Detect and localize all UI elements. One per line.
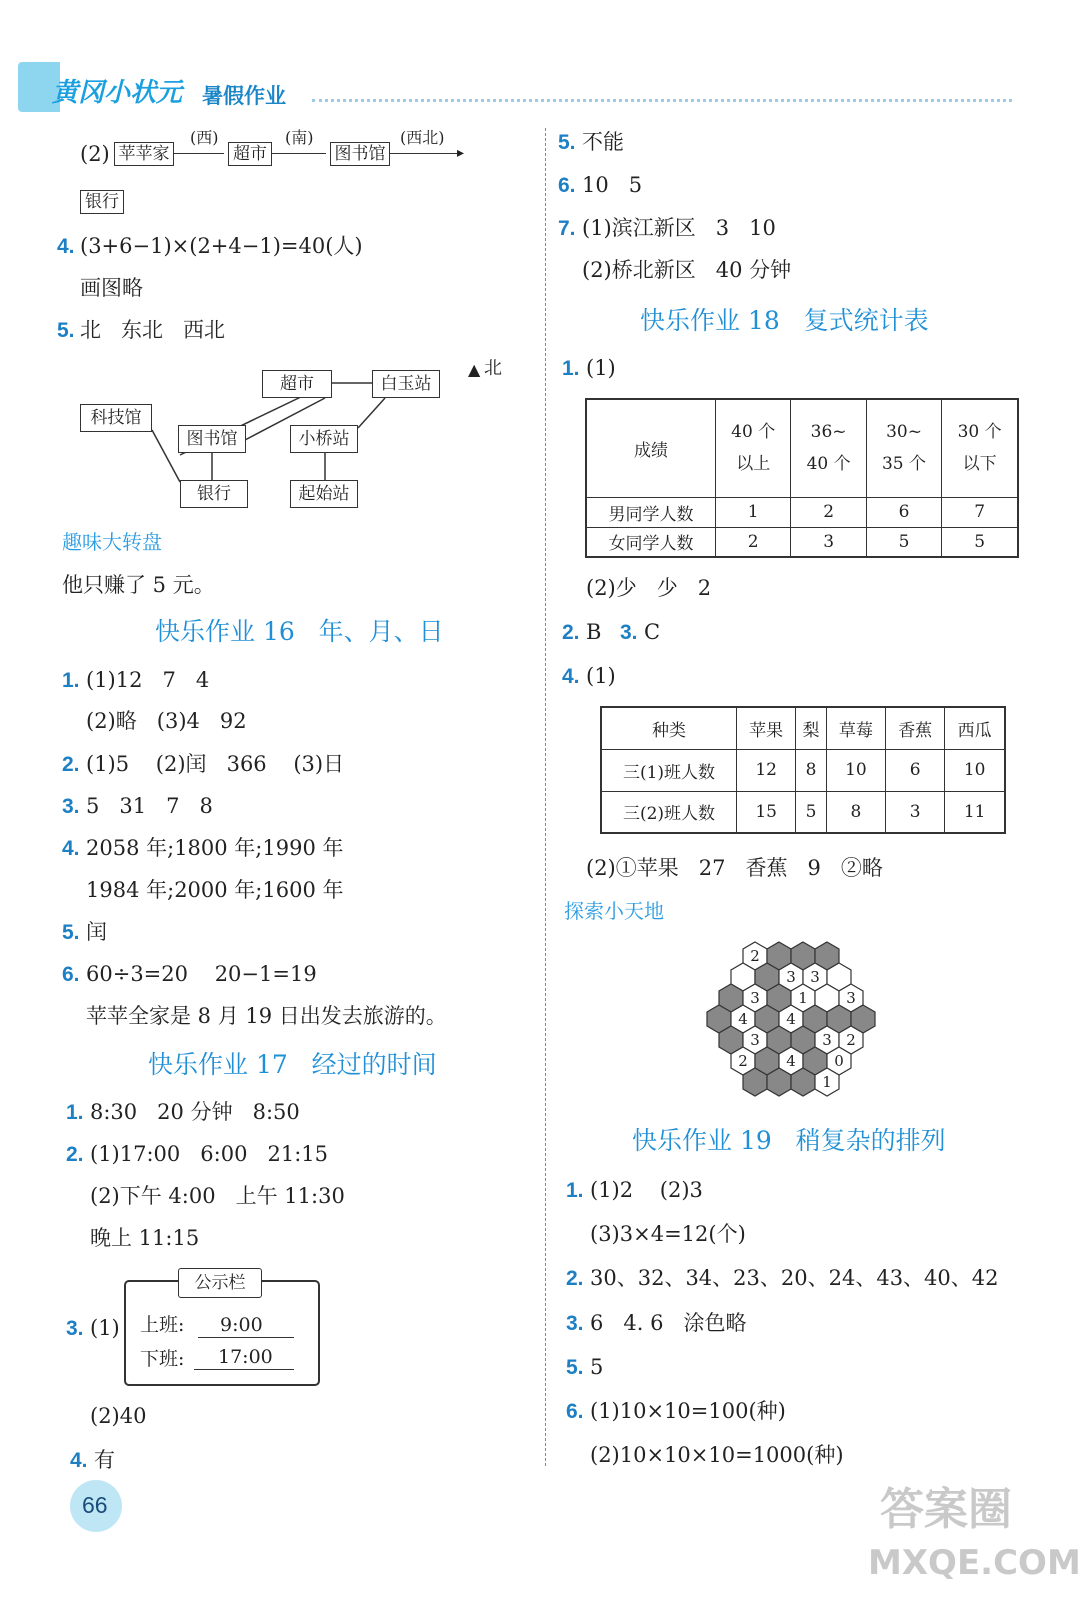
q4-expression: (3+6−1)×(2+4−1)=40(人): [80, 234, 363, 258]
header-title: 暑假作业: [202, 84, 286, 108]
answer-line: (1)5 (2)闰 366 (3)日: [86, 752, 345, 776]
score-table: [585, 398, 1019, 558]
r7-text: (1)滨江新区 3 10: [582, 216, 776, 240]
watermark-top: 答案圈: [880, 1484, 1012, 1535]
answer-line: 晚上 11:15: [90, 1226, 200, 1250]
table-cell: 11: [945, 791, 1005, 833]
r-q1-number: 1.: [562, 357, 580, 380]
table-cell: 6: [886, 749, 945, 791]
table-cell: 2: [791, 497, 866, 527]
r5-number: 5.: [558, 131, 576, 154]
table-header-cell: 成绩: [586, 399, 716, 497]
table-cell: 2: [716, 527, 791, 557]
answer-line: (1)2 (2)3: [590, 1178, 703, 1202]
map-node-library: 图书馆: [178, 425, 246, 453]
q4b-number: 4.: [70, 1449, 88, 1472]
answer-number: 2.: [66, 1143, 84, 1166]
route-label: (2): [80, 142, 110, 166]
svg-text:3: 3: [810, 968, 820, 986]
r6-text: 10 5: [582, 173, 643, 197]
hex-puzzle: [700, 938, 885, 1108]
table-row: [601, 749, 1005, 791]
r-q3-number: 3.: [620, 621, 638, 644]
brand-logo: 黄冈小状元: [52, 78, 183, 108]
table-cell: 5: [796, 791, 826, 833]
answer-line: 30、32、34、23、20、24、43、40、42: [590, 1266, 999, 1290]
r-q4-label: (1): [586, 664, 616, 688]
off-underline: [194, 1369, 294, 1370]
svg-text:3: 3: [786, 968, 796, 986]
answer-line: 8:30 20 分钟 8:50: [90, 1100, 300, 1124]
r6-number: 6.: [558, 174, 576, 197]
q3-part2: (2)40: [90, 1404, 147, 1428]
q5-text: 北 东北 西北: [80, 318, 226, 342]
table-header-cell: 梨: [796, 707, 826, 749]
answer-number: 2.: [566, 1267, 584, 1290]
table-cell: 12: [737, 749, 796, 791]
svg-text:3: 3: [822, 1031, 832, 1049]
table-cell: 5: [866, 527, 941, 557]
table-header-cell: 30 个 以下: [942, 399, 1018, 497]
explore-title: 探索小天地: [564, 899, 664, 923]
r-q3-text: C: [644, 620, 661, 644]
svg-text:3: 3: [846, 989, 856, 1007]
answer-number: 6.: [566, 1400, 584, 1423]
section-17-title: 快乐作业 17 经过的时间: [148, 1050, 437, 1079]
table-cell: 女同学人数: [586, 527, 716, 557]
fruit-table: [600, 706, 1006, 834]
watermark-bottom: MXQE.COM: [868, 1543, 1081, 1583]
q4-note: 画图略: [80, 276, 143, 300]
answer-line: (2)下午 4:00 上午 11:30: [90, 1184, 345, 1208]
answer-number: 2.: [62, 753, 80, 776]
answer-number: 1.: [62, 669, 80, 692]
fun-answer: 他只赚了 5 元。: [62, 573, 215, 597]
r-q4-number: 4.: [562, 665, 580, 688]
q3-number: 3.: [66, 1317, 84, 1340]
answer-line: 2058 年;1800 年;1990 年: [86, 836, 344, 860]
answer-line: (3)3×4=12(个): [590, 1222, 746, 1246]
q4b-text: 有: [94, 1448, 115, 1472]
table-header-cell: 草莓: [826, 707, 885, 749]
section-19-title: 快乐作业 19 稍复杂的排列: [632, 1126, 946, 1155]
answer-line: 5: [590, 1355, 604, 1379]
answer-line: 1984 年;2000 年;1600 年: [86, 878, 344, 902]
answer-line: (1)12 7 4: [86, 668, 210, 692]
answer-number: 5.: [62, 921, 80, 944]
route-node-supermarket: 超市: [228, 142, 272, 166]
answer-number: 4.: [62, 837, 80, 860]
north-label: 北: [484, 358, 502, 379]
route-node-bank: 银行: [80, 190, 124, 214]
svg-text:4: 4: [786, 1052, 796, 1070]
svg-text:0: 0: [834, 1052, 844, 1070]
table-header-cell: 西瓜: [945, 707, 1005, 749]
r7b-text: (2)桥北新区 40 分钟: [582, 258, 792, 282]
svg-text:2: 2: [738, 1052, 748, 1070]
answer-number: 1.: [566, 1179, 584, 1202]
map-lines: [0, 0, 545, 530]
map-node-keji: 科技馆: [80, 404, 152, 432]
answer-number: 1.: [66, 1101, 84, 1124]
answer-line: 6 4. 6 涂色略: [590, 1311, 747, 1335]
table-cell: 15: [737, 791, 796, 833]
svg-text:1: 1: [822, 1073, 832, 1091]
svg-text:2: 2: [750, 947, 760, 965]
r-q2-text: B: [586, 620, 602, 644]
answer-line: (1)17:00 6:00 21:15: [90, 1142, 328, 1166]
answer-line: 闰: [86, 920, 107, 944]
route-arrowhead: ▸: [457, 145, 465, 161]
answer-number: 3.: [566, 1312, 584, 1335]
table-cell: 6: [866, 497, 941, 527]
answer-line: (2)略 (3)4 92: [86, 709, 247, 733]
notice-board-title: 公示栏: [178, 1268, 262, 1298]
table-header-cell: 30~ 35 个: [866, 399, 941, 497]
table-header-cell: 36~ 40 个: [791, 399, 866, 497]
table-header-cell: 40 个 以上: [716, 399, 791, 497]
column-divider: [545, 128, 546, 1466]
svg-text:3: 3: [750, 989, 760, 1007]
svg-text:3: 3: [750, 1031, 760, 1049]
route-node-library: 图书馆: [330, 142, 390, 166]
r5-text: 不能: [582, 130, 624, 154]
map-node-bank: 银行: [180, 480, 248, 508]
table-cell: 男同学人数: [586, 497, 716, 527]
table-cell: 8: [826, 791, 885, 833]
north-arrow-icon: ▲: [468, 360, 481, 379]
map-node-supermarket: 超市: [262, 370, 332, 398]
route-dir-west: (西): [190, 128, 219, 147]
table-cell: 8: [796, 749, 826, 791]
svg-text:4: 4: [786, 1010, 796, 1028]
answer-number: 6.: [62, 963, 80, 986]
table-cell: 7: [942, 497, 1018, 527]
section-16-title: 快乐作业 16 年、月、日: [155, 617, 444, 646]
table-header-cell: 种类: [601, 707, 737, 749]
answer-line: (1)10×10=100(种): [590, 1399, 786, 1423]
answer-number: 3.: [62, 795, 80, 818]
svg-text:4: 4: [738, 1010, 748, 1028]
r-q1-part2: (2)少 少 2: [586, 576, 712, 600]
table-cell: 1: [716, 497, 791, 527]
table-cell: 10: [945, 749, 1005, 791]
route-dir-south: (南): [285, 128, 314, 147]
svg-text:2: 2: [846, 1031, 856, 1049]
route-dir-northwest: (西北): [400, 128, 445, 147]
q5-number: 5.: [57, 319, 75, 342]
table-row: [586, 497, 1018, 527]
r-q2-number: 2.: [562, 621, 580, 644]
table-cell: 5: [942, 527, 1018, 557]
r-q1-label: (1): [586, 356, 616, 380]
work-value: 9:00: [220, 1314, 263, 1336]
answer-line: (2)10×10×10=1000(种): [590, 1443, 844, 1467]
off-label: 下班:: [140, 1348, 185, 1370]
table-cell: 10: [826, 749, 885, 791]
table-cell: 三(2)班人数: [601, 791, 737, 833]
section-18-title: 快乐作业 18 复式统计表: [640, 306, 929, 335]
map-node-xiaoqiao: 小桥站: [290, 425, 358, 453]
off-value: 17:00: [218, 1346, 273, 1368]
table-row: [586, 527, 1018, 557]
q4-number: 4.: [57, 235, 75, 258]
answer-line: 5 31 7 8: [86, 794, 213, 818]
table-cell: 3: [791, 527, 866, 557]
map-node-start: 起始站: [290, 480, 358, 508]
q3-label: (1): [90, 1316, 120, 1340]
work-underline: [198, 1337, 294, 1338]
page-number: 66: [82, 1492, 108, 1518]
work-label: 上班:: [140, 1314, 185, 1336]
fun-title: 趣味大转盘: [62, 530, 162, 554]
table-header-cell: 苹果: [737, 707, 796, 749]
answer-line: 60÷3=20 20−1=19: [86, 962, 317, 986]
table-header-cell: 香蕉: [886, 707, 945, 749]
answer-number: 5.: [566, 1356, 584, 1379]
r7-number: 7.: [558, 217, 576, 240]
answer-line: 苹苹全家是 8 月 19 日出发去旅游的。: [86, 1004, 447, 1028]
svg-text:1: 1: [798, 989, 808, 1007]
table-row: [601, 791, 1005, 833]
r-q4-part2: (2)①苹果 27 香蕉 9 ②略: [586, 856, 883, 880]
table-cell: 三(1)班人数: [601, 749, 737, 791]
table-cell: 3: [886, 791, 945, 833]
route-node-home: 苹苹家: [114, 142, 174, 166]
map-node-baiyu: 白玉站: [372, 370, 440, 398]
